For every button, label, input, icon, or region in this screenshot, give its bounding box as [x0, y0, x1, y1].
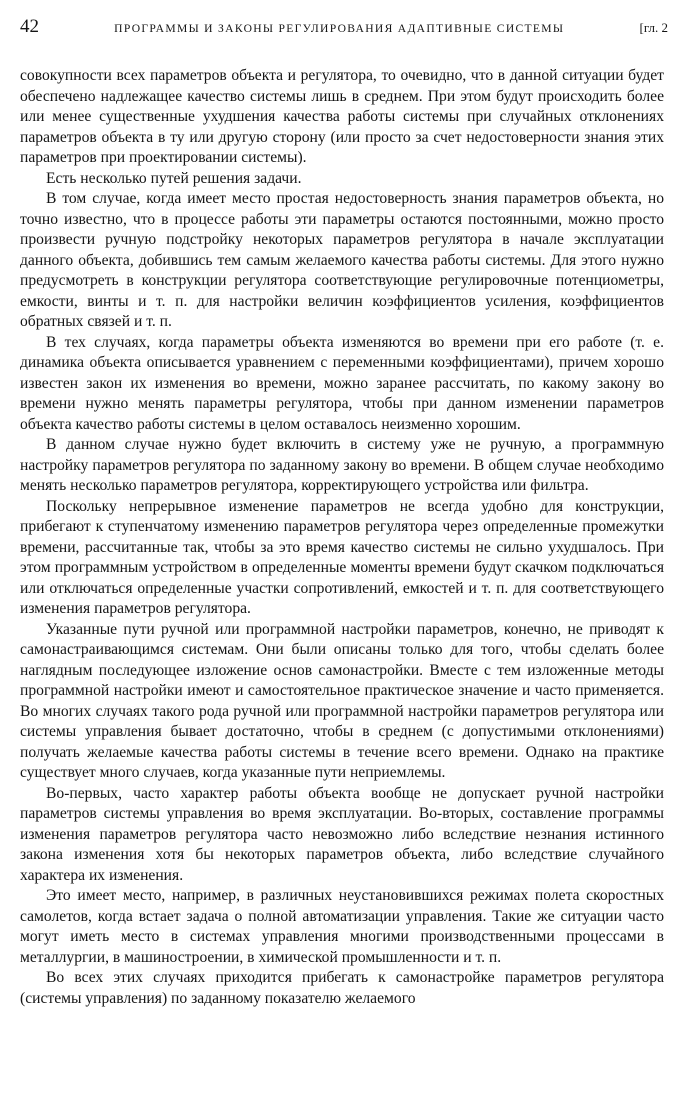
paragraph: Во-первых, часто характер работы объекта вообще не допускает ручной настройки параметров системы управления во время эксплуатации. Во-вторых, составление программы изменения параметров регулятора часто невозможно либо вследствие незнания истинного закона изменения хотя бы некоторых параметров объекта, либо вследствие случайного характера их изменения. — [20, 784, 664, 884]
paragraph: Указанные пути ручной или программной настройки параметров, конечно, не приводят к самонастраивающимся системам. Они были описаны только для того, чтобы сделать более наглядным последующее изложение основ самонастройки. Вместе с тем изложенные методы программной настройки имеют и самостоятельное практическое значение и часто применяется. Во многих случаях такого рода ручной или программной настройки параметров регулятора или системы управления бывает достаточно, чтобы в среднем (с допустимыми отклонениями) получать желаемые качества работы системы в течение всего времени. Однако на практике существует много случаев, когда указанные пути неприемлемы. — [20, 620, 664, 781]
body-text — [20, 66, 664, 1009]
paragraph: Во всех этих случаях приходится прибегать к самонастройке параметров регулятора (системы управления) по заданному показателю желаемого — [20, 969, 664, 1007]
running-title: ПРОГРАММЫ И ЗАКОНЫ РЕГУЛИРОВАНИЯ АДАПТИВНЫЕ СИСТЕМЫ — [114, 22, 565, 35]
paragraph: В тех случаях, когда параметры объекта изменяются во времени при его работе (т. е. динамика объекта описывается уравнением с переменными коэффициентами), причем хорошо известен закон их изменения во времени, можно заранее рассчитать, по какому закону во времени нужно менять параметры регулятора, чтобы при данном изменении параметров объекта качество работы системы в целом оставалось неизменно хорошим. — [20, 333, 664, 433]
paragraph: совокупности всех параметров объекта и регулятора, то очевидно, что в данной ситуации будет обеспечено надлежащее качество системы лишь в среднем. При этом будут происходить более или менее существенные ухудшения качества работы системы при случайных отклонениях параметров объекта в ту или другую сторону (или просто за счет недостоверности знания этих параметров при проектировании системы). — [20, 67, 664, 166]
page-header — [20, 16, 668, 44]
paragraph: Это имеет место, например, в различных неустановившихся режимах полета скоростных самолетов, когда встает задача о полной автоматизации управления. Такие же ситуации часто могут иметь место в системах управления многими производственными процессами в металлургии, в машиностроении, в химической промышленности и т. п. — [20, 887, 664, 966]
paragraph: В том случае, когда имеет место простая недостоверность знания параметров объекта, но точно известно, что в процессе работы эти параметры остаются постоянными, можно просто произвести ручную подстройку некоторых параметров регулятора в начале эксплуатации данного объекта, добившись тем самым желаемого качества работы системы. Для этого нужно предусмотреть в конструкции регулятора соответствующие регулировочные потенциометры, емкости, винты и т. п. для настройки величин коэффициентов усиления, коэффициентов обратных связей и т. п. — [20, 190, 664, 330]
page-number: 42 — [20, 16, 39, 37]
paragraph: Поскольку непрерывное изменение параметров не всегда удобно для конструкции, прибегают к ступенчатому изменению параметров регулятора через определенные промежутки времени, рассчитанные так, чтобы за это время качество системы не сильно ухудшалось. При этом программным устройством в определенные моменты времени будут скачком подключаться или отключаться определенные участки сопротивлений, емкостей и т. п. для соответствующего изменения параметров регулятора. — [20, 497, 664, 617]
paragraph: Есть несколько путей решения задачи. — [46, 169, 302, 187]
paragraph: В данном случае нужно будет включить в систему уже не ручную, а программную настройку параметров регулятора по заданному закону во времени. В общем случае необходимо менять несколько параметров регулятора, корректирующего устройства или фильтра. — [20, 436, 664, 494]
chapter-label: [гл. 2 — [639, 20, 668, 35]
